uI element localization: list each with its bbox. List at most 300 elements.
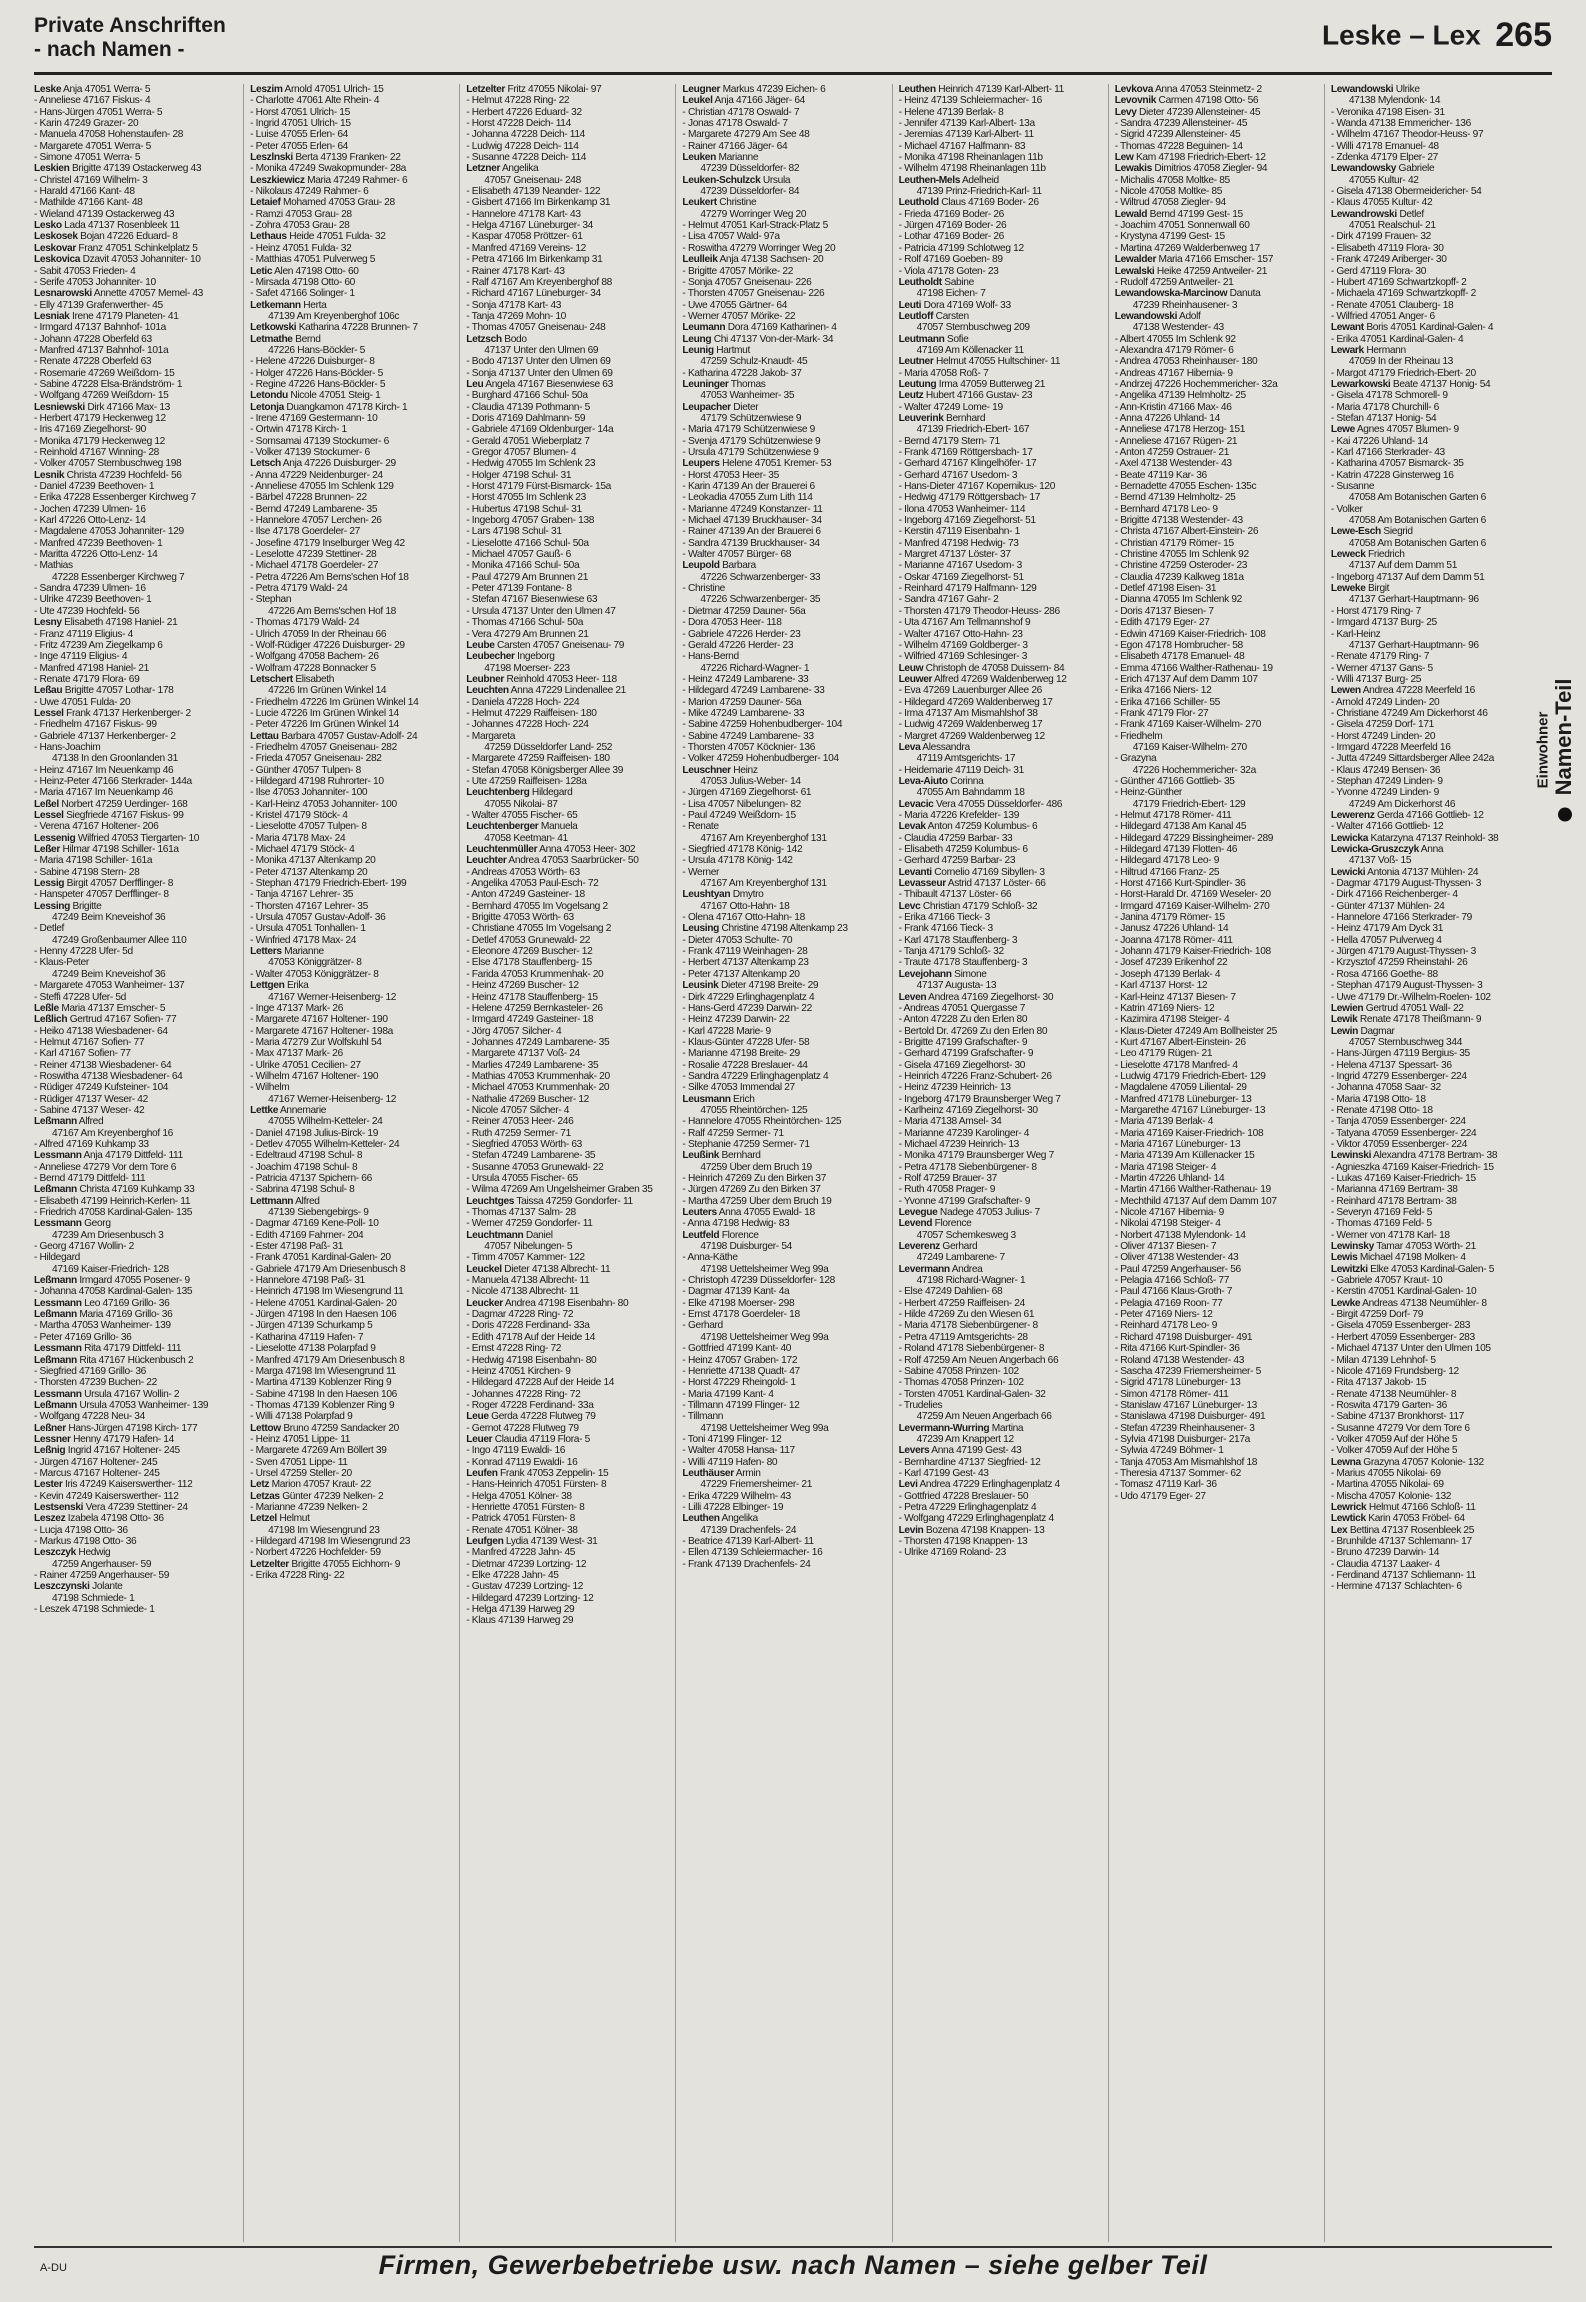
entry-surname: Leßmann bbox=[34, 1309, 77, 1321]
entry-text: - Katharina 47057 Bismarck- 35 bbox=[1330, 458, 1464, 470]
entry-text: - Charlotte 47061 Alte Rhein- 4 bbox=[250, 95, 380, 107]
entry-text: - Günther 47057 Tulpen- 8 bbox=[250, 764, 361, 776]
entry-text: - Christine 47259 Osteroder- 23 bbox=[1114, 560, 1248, 572]
entry-text: 47057 Sternbuschweg 344 bbox=[1348, 1036, 1463, 1048]
entry-text: - Thomas 47166 Schul- 50a bbox=[466, 617, 584, 629]
entry-text: Anja 47179 Dittfeld- 111 bbox=[81, 1150, 183, 1162]
entry-text: - Michael 47057 Gauß- 6 bbox=[466, 549, 571, 561]
entry-text: - Roger 47228 Ferdinand- 33a bbox=[466, 1399, 594, 1411]
entry-text: - Susanne 47279 Vor dem Tore 6 bbox=[1330, 1422, 1470, 1434]
entry-text: - Gerhard 47167 Klingelhöfer- 17 bbox=[898, 458, 1037, 470]
entry-surname: Lettau bbox=[250, 730, 279, 742]
list-item bbox=[466, 663, 665, 674]
list-item bbox=[899, 617, 1098, 628]
list-item bbox=[466, 901, 665, 912]
list-item bbox=[899, 1502, 1098, 1513]
entry-text: - Irmgard 47137 Burg- 25 bbox=[1330, 617, 1437, 629]
list-item bbox=[682, 719, 881, 730]
list-item bbox=[34, 1252, 233, 1263]
entry-text: - Günther 47166 Gottlieb- 35 bbox=[1114, 775, 1235, 787]
list-item bbox=[466, 935, 665, 946]
entry-text: - Hedwig 47055 Im Schlenk 23 bbox=[466, 458, 596, 470]
list-item bbox=[34, 129, 233, 140]
entry-text: - Roland 47178 Siebenbürgener- 8 bbox=[898, 1343, 1045, 1355]
list-item bbox=[1115, 436, 1314, 447]
list-item bbox=[466, 889, 665, 900]
list-item bbox=[1331, 1128, 1530, 1139]
list-item bbox=[1115, 560, 1314, 571]
entry-text: - Markus 47198 Otto- 36 bbox=[34, 1536, 137, 1547]
entry-surname: Lettke bbox=[250, 1104, 279, 1116]
entry-surname: Leupold bbox=[682, 560, 720, 572]
entry-text: Bozena 47198 Knappen- 13 bbox=[923, 1524, 1045, 1536]
entry-text: Bojan 47226 Eduard- 8 bbox=[77, 231, 178, 243]
page-number: 265 bbox=[1495, 16, 1552, 54]
entry-text: - Maria 47198 Steiger- 4 bbox=[1114, 1161, 1217, 1173]
list-item bbox=[466, 1128, 665, 1139]
entry-text: Grazyna 47057 Kolonie- 132 bbox=[1360, 1456, 1484, 1468]
list-item bbox=[1115, 1105, 1314, 1116]
entry-surname: Leszczyk bbox=[34, 1547, 76, 1559]
entry-text: - Thorsten 47198 Knappen- 13 bbox=[898, 1536, 1028, 1547]
entry-surname: Leußink bbox=[682, 1150, 720, 1162]
entry-surname: Leuthold bbox=[898, 197, 939, 209]
list-item bbox=[34, 1332, 233, 1343]
list-item bbox=[1331, 390, 1530, 401]
entry-text: - Irma 47137 Am Mismahlshof 38 bbox=[898, 707, 1038, 719]
entry-text: 47167 Am Kreyenberghof 131 bbox=[700, 878, 827, 890]
entry-text: - Paul 47279 Am Brunnen 21 bbox=[466, 571, 589, 583]
list-item bbox=[1331, 458, 1530, 469]
entry-text: - Wilma 47269 Am Ungelsheimer Graben 35 bbox=[466, 1184, 653, 1196]
list-item bbox=[899, 719, 1098, 730]
list-item bbox=[34, 1116, 233, 1127]
list-item bbox=[899, 470, 1098, 481]
list-item bbox=[899, 1377, 1098, 1388]
entry-text: - Nikolai 47198 Steiger- 4 bbox=[1114, 1218, 1221, 1230]
list-item bbox=[1115, 95, 1314, 106]
entry-text: - Edwin 47169 Kaiser-Friedrich- 108 bbox=[1114, 628, 1266, 640]
entry-text: - Monika 47198 Rheinanlagen 11b bbox=[898, 152, 1043, 164]
list-item bbox=[899, 1128, 1098, 1139]
list-item bbox=[34, 629, 233, 640]
entry-text: - Walter 47167 Otto-Hahn- 23 bbox=[898, 628, 1023, 640]
entry-text: 47259 Über dem Bruch 19 bbox=[700, 1161, 812, 1173]
entry-text: - Karl-Heinz bbox=[1330, 628, 1381, 640]
list-item bbox=[466, 957, 665, 968]
entry-text: - Dietmar 47239 Lortzing- 12 bbox=[466, 1558, 587, 1570]
entry-text: - Matthias 47051 Pulverweg 5 bbox=[250, 254, 376, 266]
list-item bbox=[34, 107, 233, 118]
list-item bbox=[682, 1026, 881, 1037]
list-item bbox=[682, 1513, 881, 1524]
list-item bbox=[682, 1139, 881, 1150]
list-item bbox=[466, 368, 665, 379]
list-item bbox=[466, 277, 665, 288]
list-item bbox=[466, 1026, 665, 1037]
entry-text: Andreas 47138 Neumühler- 8 bbox=[1360, 1297, 1487, 1309]
entry-text: - Stefan 47249 Lambarene- 35 bbox=[466, 1150, 596, 1162]
list-item bbox=[1331, 640, 1530, 651]
list-item bbox=[1331, 1423, 1530, 1434]
list-item bbox=[466, 969, 665, 980]
list-item bbox=[1331, 629, 1530, 640]
list-item bbox=[899, 1082, 1098, 1093]
entry-text: - Norbert 47226 Hochfelder- 59 bbox=[250, 1547, 381, 1559]
entry-text: 47058 Am Botanischen Garten 6 bbox=[1348, 515, 1486, 527]
entry-text: Ulrike bbox=[1393, 84, 1420, 95]
list-item bbox=[466, 731, 665, 742]
entry-text: - Kristel 47179 Stöck- 4 bbox=[250, 810, 348, 821]
entry-text: - Marianna 47169 Bertram- 38 bbox=[1330, 1184, 1458, 1196]
list-item bbox=[1115, 810, 1314, 821]
entry-text: Erika bbox=[284, 980, 309, 992]
list-item bbox=[682, 254, 881, 265]
list-item bbox=[899, 1048, 1098, 1059]
entry-text: - Herbert 47137 Altenkamp 23 bbox=[682, 957, 809, 969]
entry-text: - Volker 47059 Auf der Höhe 5 bbox=[1330, 1433, 1458, 1445]
entry-surname: Leuthen-Mels bbox=[898, 174, 961, 186]
list-item bbox=[466, 1423, 665, 1434]
list-item bbox=[1331, 152, 1530, 163]
entry-text: - Walter 47053 Königgrätzer- 8 bbox=[250, 968, 379, 980]
entry-surname: Letic bbox=[250, 265, 273, 277]
list-item bbox=[1331, 1457, 1530, 1468]
entry-text: - Gregor 47057 Blumen- 4 bbox=[466, 447, 577, 458]
entry-text: - Hedwig 47179 Röttgersbach- 17 bbox=[898, 492, 1041, 504]
entry-text: - Arnold 47249 Linden- 20 bbox=[1330, 696, 1440, 708]
entry-text: - Michael 47178 Goerdeler- 27 bbox=[250, 560, 379, 572]
entry-text: - Horst 47055 Im Schlenk 23 bbox=[466, 492, 586, 504]
list-item bbox=[1331, 526, 1530, 537]
entry-text: Reinhold 47053 Heer- 118 bbox=[504, 673, 617, 685]
entry-text: - Petra 47229 Erlinghagenplatz 4 bbox=[898, 1501, 1037, 1513]
entry-text: Barbara 47057 Gustav-Adolf- 24 bbox=[278, 730, 418, 742]
list-item bbox=[682, 231, 881, 242]
list-item bbox=[34, 753, 233, 764]
entry-text: 47137 Voß- 15 bbox=[1348, 855, 1412, 867]
entry-text: - Kai 47226 Uhland- 14 bbox=[1330, 435, 1428, 447]
entry-text: - Mischa 47057 Kolonie- 132 bbox=[1330, 1490, 1452, 1502]
list-item bbox=[466, 458, 665, 469]
entry-text: 47239 Am Driesenbusch 3 bbox=[52, 1229, 164, 1241]
entry-text: Taissa 47259 Gondorfer- 11 bbox=[514, 1195, 633, 1207]
entry-text: - Sandra 47167 Gahr- 2 bbox=[898, 594, 999, 606]
list-item bbox=[1331, 697, 1530, 708]
entry-text: - Andreas 47053 Wörth- 63 bbox=[466, 866, 580, 878]
entry-text: Jolante bbox=[89, 1581, 123, 1593]
entry-text: - Jürgen 47169 Boder- 26 bbox=[898, 220, 1007, 232]
list-item bbox=[34, 1423, 233, 1434]
list-item bbox=[682, 152, 881, 163]
list-item bbox=[250, 719, 449, 730]
list-item bbox=[466, 470, 665, 481]
list-item bbox=[34, 799, 233, 810]
entry-text: - Patricia 47199 Schlotweg 12 bbox=[898, 242, 1024, 254]
entry-text: - Peter 47169 Grillo- 36 bbox=[34, 1331, 132, 1343]
entry-text: - Volker 47057 Sternbuschweg 198 bbox=[34, 458, 182, 470]
list-item bbox=[466, 186, 665, 197]
entry-text: - Sabine 47137 Bronkhorst- 117 bbox=[1330, 1411, 1465, 1423]
list-item bbox=[466, 753, 665, 764]
entry-surname: Leuchten bbox=[466, 685, 509, 697]
entry-text: - Erika 47228 Essenberger Kirchweg 7 bbox=[34, 492, 196, 504]
list-item bbox=[34, 1434, 233, 1445]
list-item bbox=[1115, 935, 1314, 946]
list-item bbox=[1115, 413, 1314, 424]
list-item bbox=[899, 1457, 1098, 1468]
list-item bbox=[899, 1547, 1098, 1558]
list-item bbox=[466, 1048, 665, 1059]
list-item bbox=[899, 980, 1098, 991]
entry-text: 47226 Hochemmericher- 32a bbox=[1132, 764, 1256, 776]
entry-text: - Margarete 47259 Raiffeisen- 180 bbox=[466, 753, 610, 765]
entry-text: Markus 47239 Eichen- 6 bbox=[720, 84, 826, 95]
entry-text: - Marcus 47167 Holtener- 245 bbox=[34, 1467, 160, 1479]
list-item bbox=[466, 560, 665, 571]
column-7 bbox=[1324, 84, 1530, 2242]
list-item bbox=[34, 855, 233, 866]
entry-text: Mohamed 47053 Grau- 28 bbox=[280, 197, 395, 209]
entry-text: - Tanja 47269 Mohn- 10 bbox=[466, 310, 567, 322]
entry-surname: Lewark bbox=[1330, 344, 1364, 356]
entry-text: - Walter 47055 Fischer- 65 bbox=[466, 810, 578, 821]
list-item bbox=[1115, 1377, 1314, 1388]
entry-text: - Margarete 47137 Voß- 24 bbox=[466, 1048, 580, 1060]
list-item bbox=[1331, 1275, 1530, 1286]
list-item bbox=[682, 1400, 881, 1411]
list-item bbox=[34, 220, 233, 231]
entry-text: - Karl 47199 Gest- 43 bbox=[898, 1467, 989, 1479]
entry-text: - Willi 47178 Emanuel- 48 bbox=[1330, 140, 1439, 152]
list-item bbox=[1115, 107, 1314, 118]
entry-text: - Marlies 47249 Lambarene- 35 bbox=[466, 1059, 599, 1071]
list-item bbox=[466, 84, 665, 95]
entry-text: Anja 47226 Duisburger- 29 bbox=[280, 458, 396, 470]
list-item bbox=[34, 560, 233, 571]
entry-text: - Margarete 47167 Holtener- 190 bbox=[250, 1014, 388, 1026]
list-item bbox=[250, 946, 449, 957]
entry-surname: Leusing bbox=[682, 923, 720, 935]
entry-text: - Werner bbox=[682, 866, 720, 878]
list-item bbox=[1115, 1150, 1314, 1161]
entry-text: - Ramzi 47053 Grau- 28 bbox=[250, 208, 352, 220]
entry-text: Fritz 47055 Nikolai- 97 bbox=[505, 84, 602, 95]
list-item bbox=[1331, 481, 1530, 492]
list-item bbox=[682, 1116, 881, 1127]
entry-text: Andrea 47053 Saarbrücker- 50 bbox=[506, 855, 639, 867]
list-item bbox=[1331, 368, 1530, 379]
list-item bbox=[34, 322, 233, 333]
list-item bbox=[250, 889, 449, 900]
list-item bbox=[250, 697, 449, 708]
entry-text: Dieter bbox=[730, 401, 759, 413]
entry-text: Dieter 47138 Albrecht- 11 bbox=[501, 1263, 611, 1275]
entry-text: Birgit 47057 Derfflinger- 8 bbox=[64, 878, 174, 890]
list-item bbox=[682, 867, 881, 878]
list-item bbox=[1115, 470, 1314, 481]
list-item bbox=[682, 640, 881, 651]
entry-text: - Helene 47139 Berlak- 8 bbox=[898, 106, 1004, 118]
list-item bbox=[899, 878, 1098, 889]
entry-text: - Dagmar 47228 Ring- 72 bbox=[466, 1309, 574, 1321]
list-item bbox=[34, 765, 233, 776]
list-item bbox=[682, 163, 881, 174]
entry-surname: Leutfeld bbox=[682, 1229, 720, 1241]
list-item bbox=[1115, 674, 1314, 685]
entry-text: 47239 Rheinhausener- 3 bbox=[1132, 299, 1238, 311]
list-item bbox=[1115, 1479, 1314, 1490]
list-item bbox=[250, 1196, 449, 1207]
list-item bbox=[250, 765, 449, 776]
entry-text: - Elke 47198 Moerser- 298 bbox=[682, 1297, 795, 1309]
entry-text: - Anton 47228 Zu den Erlen 80 bbox=[898, 1014, 1028, 1026]
entry-text: - Lukas 47169 Kaiser-Friedrich- 15 bbox=[1330, 1173, 1476, 1184]
list-item bbox=[1115, 356, 1314, 367]
entry-text: - Ursula 47057 Gustav-Adolf- 36 bbox=[250, 912, 386, 924]
list-item bbox=[34, 254, 233, 265]
entry-text: - Reiner 47138 Wiesbadener- 64 bbox=[34, 1059, 172, 1071]
entry-surname: Leuchtenberg bbox=[466, 787, 530, 799]
list-item bbox=[682, 1037, 881, 1048]
entry-text: - Thomas 47228 Beguinen- 14 bbox=[1114, 140, 1243, 152]
list-item bbox=[899, 1491, 1098, 1502]
list-item bbox=[899, 118, 1098, 129]
entry-surname: Leva-Aiuto bbox=[898, 775, 948, 787]
entry-text: - Maria 47138 Amsel- 34 bbox=[898, 1116, 1002, 1128]
entry-text: 47198 Im Wiesengrund 23 bbox=[268, 1524, 380, 1536]
entry-text: - Nicole 47167 Hibernia- 9 bbox=[1114, 1207, 1224, 1219]
entry-text: - Volker 47059 Auf der Höhe 5 bbox=[1330, 1445, 1458, 1457]
entry-text: 47259 Düsseldorfer Land- 252 bbox=[484, 741, 613, 753]
entry-text: 47249 Lambarene- 7 bbox=[916, 1252, 1005, 1264]
list-item bbox=[466, 1071, 665, 1082]
list-item bbox=[34, 243, 233, 254]
entry-text: - Ludwig 47269 Waldenberweg 17 bbox=[898, 719, 1043, 731]
list-item bbox=[466, 322, 665, 333]
entry-text: - Karin 47249 Grazer- 20 bbox=[34, 118, 139, 130]
entry-text: - Sabine 47198 In den Haesen 106 bbox=[250, 1388, 397, 1400]
entry-text: - Manfred 47198 Hedwig- 73 bbox=[898, 537, 1019, 549]
entry-text: - Heinz-Peter 47166 Sterkrader- 144a bbox=[34, 775, 192, 787]
entry-text: - Lieselotte 47057 Tulpen- 8 bbox=[250, 821, 367, 833]
entry-text: - Frank 47169 Röttgersbach- 17 bbox=[898, 447, 1033, 458]
list-item bbox=[466, 1241, 665, 1252]
entry-text: - Nicole 47058 Moltke- 85 bbox=[1114, 186, 1223, 198]
entry-text: 47198 Uettelsheimer Weg 99a bbox=[700, 1331, 829, 1343]
list-item bbox=[1115, 1491, 1314, 1502]
list-item bbox=[899, 1275, 1098, 1286]
list-item bbox=[682, 799, 881, 810]
entry-text: - Helmut 47178 Römer- 411 bbox=[1114, 810, 1232, 821]
entry-text: Anna 47229 Lindenallee 21 bbox=[508, 685, 626, 697]
entry-surname: Lewicka bbox=[1330, 832, 1369, 844]
side-tab-line1: Einwohner bbox=[1534, 711, 1552, 789]
entry-text: - Andreas 47167 Hibernia- 9 bbox=[1114, 367, 1233, 379]
list-item bbox=[250, 1366, 449, 1377]
list-item bbox=[1331, 1173, 1530, 1184]
list-item bbox=[466, 504, 665, 515]
entry-text: - Stephan 47179 Friedrich-Ebert- 199 bbox=[250, 878, 407, 890]
entry-surname: Leutloff bbox=[898, 310, 934, 322]
entry-text: - Martina 47055 Nikolai- 69 bbox=[1330, 1479, 1444, 1491]
entry-text: - Renate 47138 Neumühler- 8 bbox=[1330, 1388, 1457, 1400]
list-item bbox=[899, 243, 1098, 254]
entry-text: 47053 Wanheimer- 35 bbox=[700, 390, 795, 402]
entry-text: - Farida 47053 Krummenhak- 20 bbox=[466, 968, 604, 980]
entry-text: - Christian 47179 Römer- 15 bbox=[1114, 537, 1234, 549]
entry-text: - Herbert 47259 Raiffeisen- 24 bbox=[898, 1297, 1025, 1309]
list-item bbox=[34, 1082, 233, 1093]
entry-text: - Heinz 47139 Schleiermacher- 16 bbox=[898, 95, 1042, 107]
list-item bbox=[250, 912, 449, 923]
list-item bbox=[682, 84, 881, 95]
list-item bbox=[899, 1241, 1098, 1252]
list-item bbox=[250, 379, 449, 390]
list-item bbox=[466, 1400, 665, 1411]
entry-text: - Heinz-Günther bbox=[1114, 787, 1182, 799]
entry-text: - Johann 47228 Oberfeld 63 bbox=[34, 333, 152, 345]
entry-surname: Lewke bbox=[1330, 1297, 1361, 1309]
entry-text: - Sonja 47057 Gneisenau- 226 bbox=[682, 276, 812, 288]
entry-text: Dmytro bbox=[730, 889, 764, 901]
list-item bbox=[1331, 572, 1530, 583]
entry-text: - Magdalene 47053 Johanniter- 129 bbox=[34, 526, 184, 538]
entry-text: Carsten bbox=[933, 310, 969, 322]
list-item bbox=[1115, 1128, 1314, 1139]
list-item bbox=[466, 1615, 665, 1626]
entry-surname: Leßlich bbox=[34, 1014, 68, 1026]
entry-text: - Wolfgang 47269 Weißdorn- 15 bbox=[34, 390, 169, 402]
entry-text: - Joachim 47198 Schul- 8 bbox=[250, 1161, 358, 1173]
entry-text: - Karl-Heinz 47053 Johanniter- 100 bbox=[250, 798, 397, 810]
list-item bbox=[1115, 1173, 1314, 1184]
entry-surname: Leszczynski bbox=[34, 1581, 90, 1593]
list-item bbox=[1331, 878, 1530, 889]
list-item bbox=[1115, 526, 1314, 537]
entry-text: - Irene 47169 Gestermann- 10 bbox=[250, 412, 378, 424]
list-item bbox=[1331, 1286, 1530, 1297]
entry-text: - Thorsten 47239 Buchen- 22 bbox=[34, 1377, 157, 1389]
list-item bbox=[1115, 1355, 1314, 1366]
entry-text: - Christine bbox=[682, 583, 725, 595]
list-item bbox=[1115, 334, 1314, 345]
list-item bbox=[250, 1547, 449, 1558]
entry-text: - Roswita 47179 Garten- 36 bbox=[1330, 1399, 1447, 1411]
list-item bbox=[250, 1162, 449, 1173]
list-item bbox=[899, 231, 1098, 242]
entry-text: - Thorsten 47057 Gneisenau- 226 bbox=[682, 288, 825, 300]
entry-surname: Lettmann bbox=[250, 1195, 294, 1207]
entry-text: - Bernd 47179 Stern- 71 bbox=[898, 435, 1000, 447]
entry-text: - Roland 47138 Westender- 43 bbox=[1114, 1354, 1245, 1366]
list-item bbox=[1331, 266, 1530, 277]
column-6 bbox=[1108, 84, 1314, 2242]
list-item bbox=[34, 1014, 233, 1025]
entry-text: - Oliver 47137 Biesen- 7 bbox=[1114, 1241, 1217, 1253]
entry-text: - Leszek 47198 Schmiede- 1 bbox=[34, 1604, 155, 1616]
entry-text: - Lars 47198 Schul- 31 bbox=[466, 526, 562, 538]
list-item bbox=[682, 390, 881, 401]
list-item bbox=[250, 526, 449, 537]
entry-text: Boris 47051 Kardinal-Galen- 4 bbox=[1363, 322, 1494, 334]
entry-text: - Albert 47055 Im Schlenk 92 bbox=[1114, 333, 1236, 345]
entry-text: - Hans-Jürgen 47051 Werra- 5 bbox=[34, 106, 163, 118]
entry-text: 47139 Siebengebirgs- 9 bbox=[268, 1207, 369, 1219]
entry-text: - Anna 47226 Uhland- 14 bbox=[1114, 412, 1220, 424]
list-item bbox=[250, 1037, 449, 1048]
list-item bbox=[250, 322, 449, 333]
